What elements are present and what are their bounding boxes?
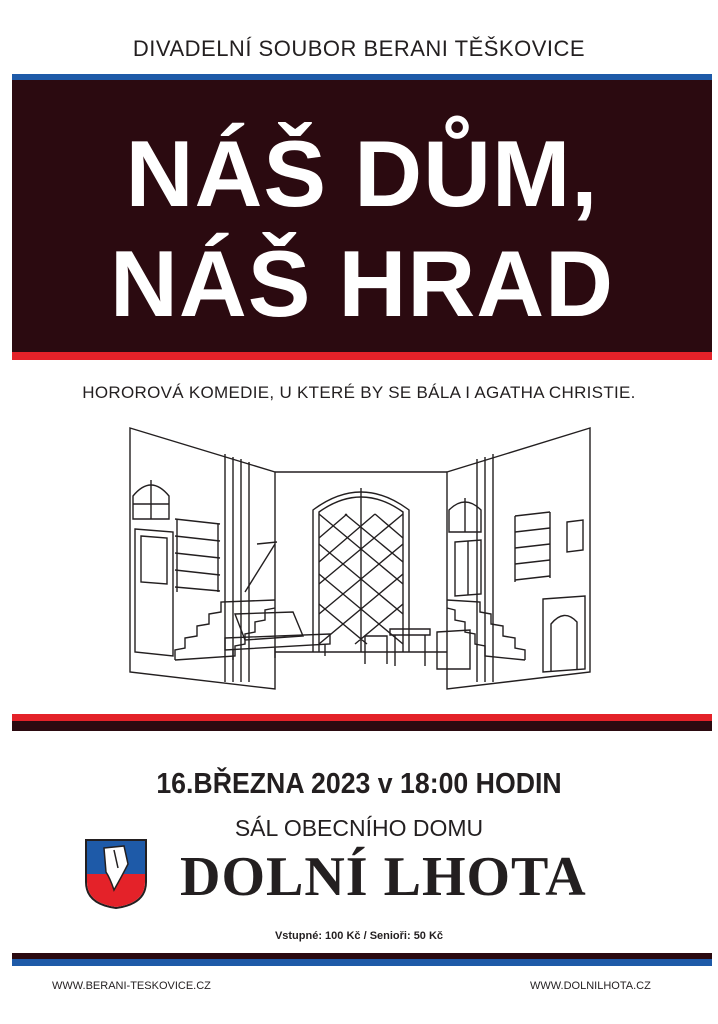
- event-town: DOLNÍ LHOTA: [180, 846, 587, 908]
- red-stripe-title: [12, 352, 712, 360]
- troupe-name: DIVADELNÍ SOUBOR BERANI TĚŠKOVICE: [132, 36, 586, 61]
- stage-set-illustration: [125, 424, 595, 696]
- tagline: HOROROVÁ KOMEDIE, U KTERÉ BY SE BÁLA I AGATHA CHRISTIE.: [82, 383, 636, 402]
- title-banner: [12, 85, 712, 352]
- event-datetime: 16.BŘEZNA 2023 v 18:00 HODIN: [156, 768, 562, 800]
- dark-stripe-mid: [12, 721, 712, 731]
- dolni-lhota-coat-of-arms: [84, 838, 148, 910]
- village-website-link[interactable]: WWW.DOLNILHOTA.CZ: [530, 980, 651, 992]
- red-stripe-mid: [12, 714, 712, 721]
- ticket-prices: Vstupné: 100 Kč / Senioři: 50 Kč: [274, 930, 444, 942]
- title-line-1: NÁŠ DŮM,: [125, 121, 599, 226]
- blue-stripe-bottom: [12, 959, 712, 966]
- event-venue: SÁL OBECNÍHO DOMU: [234, 815, 484, 841]
- troupe-website-link[interactable]: WWW.BERANI-TESKOVICE.CZ: [52, 980, 211, 992]
- title-line-2: NÁŠ HRAD: [109, 231, 615, 336]
